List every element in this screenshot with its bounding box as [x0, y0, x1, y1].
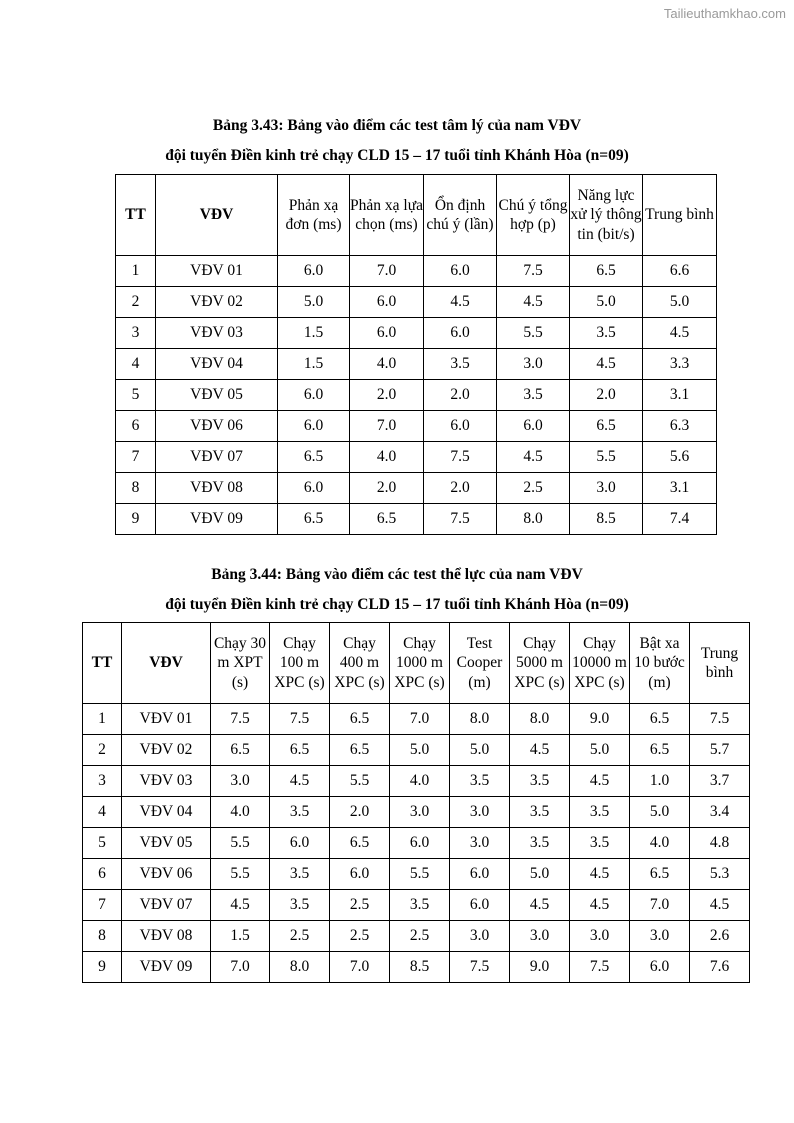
header-athlete: VĐV [156, 175, 278, 256]
score-cell: 6.5 [630, 735, 690, 766]
row-index-cell: 6 [116, 411, 156, 442]
score-cell: 7.5 [424, 504, 497, 535]
score-cell: 2.5 [497, 473, 570, 504]
score-cell: 3.0 [630, 921, 690, 952]
score-cell: 3.0 [497, 349, 570, 380]
header-10000m: Chạy 10000 m XPC (s) [570, 623, 630, 704]
score-cell: 1.5 [278, 349, 350, 380]
score-cell: 8.0 [497, 504, 570, 535]
score-cell: 5.5 [390, 859, 450, 890]
score-cell: 6.5 [330, 704, 390, 735]
score-cell: 2.0 [350, 380, 424, 411]
score-cell: 7.0 [390, 704, 450, 735]
score-cell: 3.5 [570, 828, 630, 859]
header-athlete: VĐV [122, 623, 211, 704]
table2-caption-line2: đội tuyển Điền kinh trẻ chạy CLD 15 – 17 tuổi tỉnh Khánh Hòa (n=09) [165, 596, 629, 613]
score-cell: 8.0 [450, 704, 510, 735]
score-cell: 6.0 [350, 318, 424, 349]
score-cell: 6.5 [630, 859, 690, 890]
table-row [116, 380, 717, 411]
score-cell: 1.5 [211, 921, 270, 952]
score-cell: 6.0 [278, 473, 350, 504]
header-5000m: Chạy 5000 m XPC (s) [510, 623, 570, 704]
score-cell: 3.4 [690, 797, 750, 828]
score-cell: 3.3 [643, 349, 717, 380]
table-row [83, 859, 750, 890]
score-cell: 6.5 [570, 256, 643, 287]
score-cell: 4.0 [630, 828, 690, 859]
score-cell: 5.5 [211, 859, 270, 890]
header-combined-attention: Chú ý tổng hợp (p) [497, 175, 570, 256]
athlete-name-cell: VĐV 09 [122, 952, 211, 983]
score-cell: 3.1 [643, 473, 717, 504]
score-cell: 6.0 [350, 287, 424, 318]
score-cell: 4.8 [690, 828, 750, 859]
header-simple-reaction: Phản xạ đơn (ms) [278, 175, 350, 256]
header-information-processing: Năng lực xử lý thông tin (bit/s) [570, 175, 643, 256]
score-cell: 6.0 [278, 411, 350, 442]
athlete-name-cell: VĐV 02 [122, 735, 211, 766]
score-cell: 5.5 [497, 318, 570, 349]
score-cell: 5.0 [630, 797, 690, 828]
score-cell: 6.0 [278, 380, 350, 411]
header-attention-stability: Ổn định chú ý (lần) [424, 175, 497, 256]
score-cell: 4.5 [570, 890, 630, 921]
score-cell: 1.0 [630, 766, 690, 797]
score-cell: 3.0 [570, 473, 643, 504]
score-cell: 4.5 [497, 287, 570, 318]
score-cell: 3.5 [450, 766, 510, 797]
score-cell: 6.5 [350, 504, 424, 535]
table-row [83, 952, 750, 983]
score-cell: 6.5 [570, 411, 643, 442]
header-1000m: Chạy 1000 m XPC (s) [390, 623, 450, 704]
table-row [83, 704, 750, 735]
score-cell: 5.7 [690, 735, 750, 766]
fitness-scores-table [82, 622, 750, 983]
table-row [83, 797, 750, 828]
score-cell: 8.5 [390, 952, 450, 983]
score-cell: 4.5 [510, 890, 570, 921]
table-row [83, 921, 750, 952]
score-cell: 4.0 [350, 349, 424, 380]
athlete-name-cell: VĐV 08 [122, 921, 211, 952]
score-cell: 7.5 [497, 256, 570, 287]
row-index-cell: 5 [116, 380, 156, 411]
athlete-name-cell: VĐV 08 [156, 473, 278, 504]
score-cell: 4.5 [497, 442, 570, 473]
score-cell: 6.5 [270, 735, 330, 766]
score-cell: 7.6 [690, 952, 750, 983]
score-cell: 2.5 [330, 921, 390, 952]
row-index-cell: 1 [83, 704, 122, 735]
header-100m: Chạy 100 m XPC (s) [270, 623, 330, 704]
score-cell: 7.0 [350, 411, 424, 442]
score-cell: 7.5 [211, 704, 270, 735]
score-cell: 6.0 [424, 411, 497, 442]
header-choice-reaction: Phản xạ lựa chọn (ms) [350, 175, 424, 256]
score-cell: 4.0 [390, 766, 450, 797]
row-index-cell: 7 [83, 890, 122, 921]
score-cell: 6.0 [330, 859, 390, 890]
score-cell: 4.5 [424, 287, 497, 318]
header-400m: Chạy 400 m XPC (s) [330, 623, 390, 704]
table-header-row [83, 623, 750, 704]
score-cell: 7.5 [570, 952, 630, 983]
score-cell: 4.0 [350, 442, 424, 473]
table-header-row [116, 175, 717, 256]
row-index-cell: 8 [83, 921, 122, 952]
score-cell: 3.5 [270, 859, 330, 890]
table1-caption-line1: Bảng 3.43: Bảng vào điểm các test tâm lý của nam VĐV [212, 117, 582, 134]
score-cell: 5.5 [570, 442, 643, 473]
score-cell: 3.5 [390, 890, 450, 921]
table-row [83, 766, 750, 797]
table-row [116, 256, 717, 287]
score-cell: 6.0 [424, 318, 497, 349]
athlete-name-cell: VĐV 04 [122, 797, 211, 828]
score-cell: 5.5 [211, 828, 270, 859]
score-cell: 4.5 [510, 735, 570, 766]
row-index-cell: 9 [83, 952, 122, 983]
row-index-cell: 7 [116, 442, 156, 473]
score-cell: 6.3 [643, 411, 717, 442]
score-cell: 3.5 [510, 828, 570, 859]
table-row [116, 287, 717, 318]
header-cooper-test: Test Cooper (m) [450, 623, 510, 704]
score-cell: 4.0 [211, 797, 270, 828]
score-cell: 6.5 [330, 735, 390, 766]
score-cell: 7.0 [330, 952, 390, 983]
score-cell: 3.5 [424, 349, 497, 380]
table-row [116, 411, 717, 442]
score-cell: 7.0 [350, 256, 424, 287]
athlete-name-cell: VĐV 07 [156, 442, 278, 473]
table-row [116, 473, 717, 504]
header-average: Trung bình [643, 175, 717, 256]
score-cell: 5.3 [690, 859, 750, 890]
row-index-cell: 2 [83, 735, 122, 766]
score-cell: 5.0 [278, 287, 350, 318]
score-cell: 4.5 [570, 859, 630, 890]
score-cell: 2.5 [270, 921, 330, 952]
score-cell: 3.1 [643, 380, 717, 411]
score-cell: 4.5 [211, 890, 270, 921]
score-cell: 3.0 [211, 766, 270, 797]
score-cell: 2.0 [424, 380, 497, 411]
row-index-cell: 3 [83, 766, 122, 797]
score-cell: 1.5 [278, 318, 350, 349]
score-cell: 5.0 [570, 735, 630, 766]
score-cell: 4.5 [570, 349, 643, 380]
row-index-cell: 3 [116, 318, 156, 349]
score-cell: 3.5 [270, 890, 330, 921]
score-cell: 8.0 [270, 952, 330, 983]
athlete-name-cell: VĐV 04 [156, 349, 278, 380]
athlete-name-cell: VĐV 02 [156, 287, 278, 318]
score-cell: 5.6 [643, 442, 717, 473]
score-cell: 5.0 [450, 735, 510, 766]
table-row [83, 828, 750, 859]
table2-caption-line1: Bảng 3.44: Bảng vào điểm các test thể lực của nam VĐV [211, 566, 583, 583]
athlete-name-cell: VĐV 01 [156, 256, 278, 287]
score-cell: 3.5 [497, 380, 570, 411]
athlete-name-cell: VĐV 06 [156, 411, 278, 442]
score-cell: 6.5 [330, 828, 390, 859]
row-index-cell: 8 [116, 473, 156, 504]
score-cell: 5.5 [330, 766, 390, 797]
athlete-name-cell: VĐV 09 [156, 504, 278, 535]
table-row [116, 442, 717, 473]
score-cell: 5.0 [510, 859, 570, 890]
score-cell: 3.5 [510, 766, 570, 797]
score-cell: 8.5 [570, 504, 643, 535]
row-index-cell: 4 [116, 349, 156, 380]
score-cell: 8.0 [510, 704, 570, 735]
row-index-cell: 2 [116, 287, 156, 318]
score-cell: 3.5 [570, 797, 630, 828]
score-cell: 3.5 [510, 797, 570, 828]
athlete-name-cell: VĐV 05 [156, 380, 278, 411]
table-row [83, 735, 750, 766]
row-index-cell: 5 [83, 828, 122, 859]
score-cell: 7.5 [450, 952, 510, 983]
watermark-text: Tailieuthamkhao.com [663, 6, 786, 21]
psychology-scores-table [115, 174, 717, 535]
table-row [116, 318, 717, 349]
score-cell: 9.0 [510, 952, 570, 983]
score-cell: 5.0 [570, 287, 643, 318]
athlete-name-cell: VĐV 03 [122, 766, 211, 797]
score-cell: 6.0 [450, 890, 510, 921]
row-index-cell: 9 [116, 504, 156, 535]
score-cell: 6.5 [278, 442, 350, 473]
score-cell: 2.0 [350, 473, 424, 504]
score-cell: 4.5 [690, 890, 750, 921]
score-cell: 3.0 [450, 921, 510, 952]
score-cell: 7.0 [211, 952, 270, 983]
score-cell: 6.0 [270, 828, 330, 859]
athlete-name-cell: VĐV 01 [122, 704, 211, 735]
score-cell: 2.0 [424, 473, 497, 504]
header-10-bound-jump: Bật xa 10 bước (m) [630, 623, 690, 704]
score-cell: 4.5 [643, 318, 717, 349]
score-cell: 3.0 [450, 797, 510, 828]
score-cell: 6.0 [278, 256, 350, 287]
score-cell: 6.0 [630, 952, 690, 983]
score-cell: 2.5 [390, 921, 450, 952]
score-cell: 6.5 [278, 504, 350, 535]
header-average: Trung bình [690, 623, 750, 704]
score-cell: 2.0 [570, 380, 643, 411]
athlete-name-cell: VĐV 03 [156, 318, 278, 349]
score-cell: 7.4 [643, 504, 717, 535]
score-cell: 7.0 [630, 890, 690, 921]
score-cell: 7.5 [424, 442, 497, 473]
athlete-name-cell: VĐV 05 [122, 828, 211, 859]
table-row [83, 890, 750, 921]
score-cell: 2.0 [330, 797, 390, 828]
score-cell: 3.0 [450, 828, 510, 859]
table-row [116, 504, 717, 535]
score-cell: 2.6 [690, 921, 750, 952]
score-cell: 3.7 [690, 766, 750, 797]
score-cell: 6.0 [390, 828, 450, 859]
row-index-cell: 4 [83, 797, 122, 828]
score-cell: 3.0 [570, 921, 630, 952]
row-index-cell: 1 [116, 256, 156, 287]
table1-caption-line2: đội tuyển Điền kinh trẻ chạy CLD 15 – 17 tuổi tỉnh Khánh Hòa (n=09) [165, 147, 629, 164]
score-cell: 6.6 [643, 256, 717, 287]
header-tt: TT [83, 623, 122, 704]
score-cell: 6.5 [630, 704, 690, 735]
score-cell: 7.5 [270, 704, 330, 735]
score-cell: 3.0 [510, 921, 570, 952]
athlete-name-cell: VĐV 06 [122, 859, 211, 890]
score-cell: 4.5 [570, 766, 630, 797]
table-row [116, 349, 717, 380]
score-cell: 6.5 [211, 735, 270, 766]
score-cell: 5.0 [643, 287, 717, 318]
score-cell: 6.0 [450, 859, 510, 890]
score-cell: 5.0 [390, 735, 450, 766]
score-cell: 3.5 [570, 318, 643, 349]
athlete-name-cell: VĐV 07 [122, 890, 211, 921]
row-index-cell: 6 [83, 859, 122, 890]
score-cell: 3.5 [270, 797, 330, 828]
score-cell: 6.0 [497, 411, 570, 442]
score-cell: 7.5 [690, 704, 750, 735]
score-cell: 9.0 [570, 704, 630, 735]
score-cell: 3.0 [390, 797, 450, 828]
score-cell: 4.5 [270, 766, 330, 797]
score-cell: 6.0 [424, 256, 497, 287]
header-30m-sprint: Chạy 30 m XPT (s) [211, 623, 270, 704]
header-tt: TT [116, 175, 156, 256]
score-cell: 2.5 [330, 890, 390, 921]
